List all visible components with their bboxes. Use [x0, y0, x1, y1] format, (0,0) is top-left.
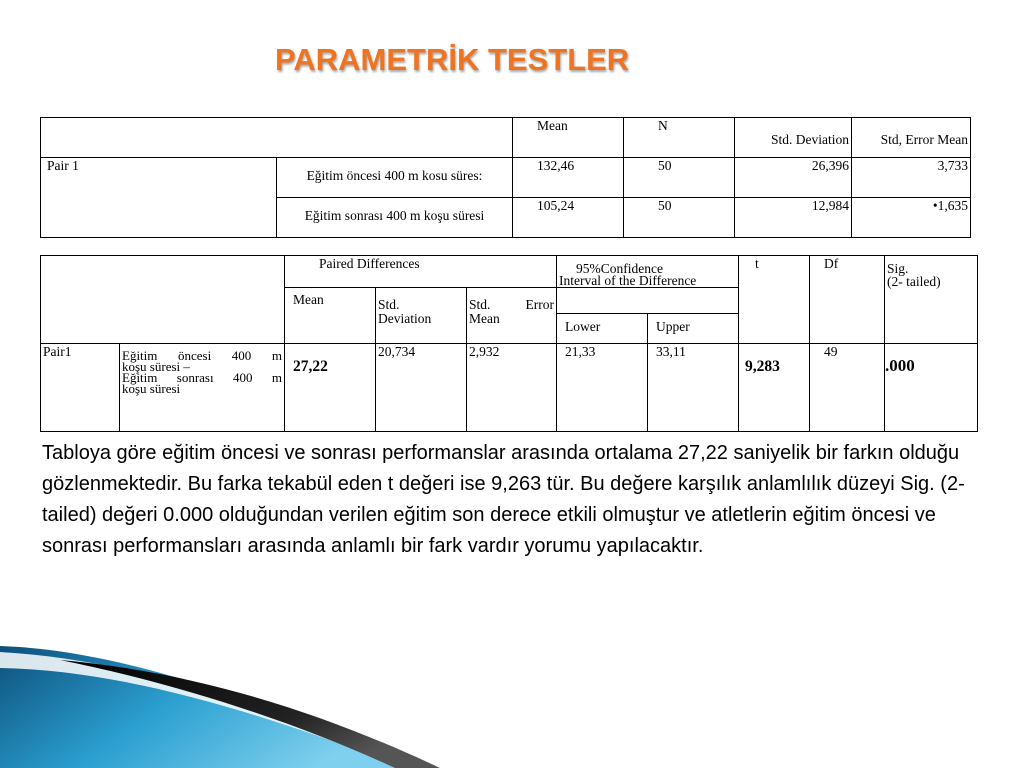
ci-line-1: 95%Confidence — [576, 261, 663, 276]
df-value: 49 — [810, 344, 885, 432]
table-header-row — [41, 118, 971, 158]
std-deviation-line-2: Deviation — [378, 311, 432, 326]
row-label-line-1: Eğitim öncesi 400 m — [122, 348, 282, 363]
dark-swoosh — [60, 660, 440, 768]
header-t: t — [739, 256, 810, 344]
std-error-mean-value: 3,733 — [852, 158, 971, 198]
std-deviation-value: 12,984 — [735, 198, 852, 238]
upper-value: 33,11 — [648, 344, 739, 432]
std-deviation-value: 20,734 — [376, 344, 467, 432]
table-row — [41, 158, 971, 198]
row-label-line-2: koşu süresi – — [122, 359, 190, 374]
row-label-line-3: Eğitim sonrası 400 m — [122, 370, 282, 385]
std-error-line-1: Std. Error — [469, 297, 554, 312]
empty-header-cell — [41, 256, 285, 344]
lower-value: 21,33 — [557, 344, 648, 432]
table-header-row — [41, 256, 978, 288]
row-label: Eğitim sonrası 400 m koşu süresi — [277, 198, 513, 238]
empty-header-cell — [41, 118, 513, 158]
header-mean: Mean — [285, 288, 376, 344]
sig-line-1: Sig. — [887, 261, 909, 276]
header-confidence-interval — [557, 256, 739, 288]
slide-title: PARAMETRİK TESTLER — [275, 42, 630, 77]
row-label: Eğitim öncesi 400 m kosu süres: — [277, 158, 513, 198]
n-value: 50 — [624, 198, 735, 238]
ci-spacer — [557, 288, 739, 314]
table-row — [41, 344, 978, 432]
header-lower: Lower — [557, 314, 648, 344]
header-std-error-mean — [467, 288, 557, 344]
ci-line-2: Interval of the Difference — [559, 273, 697, 288]
header-n: N — [624, 118, 735, 158]
std-error-mean-value: •1,635 — [852, 198, 971, 238]
sig-line-2: (2- tailed) — [887, 274, 941, 289]
pair-label: Pair1 — [41, 344, 120, 432]
t-value: 9,283 — [739, 344, 810, 432]
blue-swoosh — [0, 646, 420, 768]
mean-value: 27,22 — [285, 344, 376, 432]
std-deviation-value: 26,396 — [735, 158, 852, 198]
header-std-deviation — [376, 288, 467, 344]
paired-test-table — [40, 255, 978, 432]
mean-value: 132,46 — [513, 158, 624, 198]
header-mean: Mean — [513, 118, 624, 158]
mean-value: 105,24 — [513, 198, 624, 238]
header-upper: Upper — [648, 314, 739, 344]
std-deviation-line-1: Std. — [378, 297, 400, 312]
sig-value: .000 — [885, 344, 978, 432]
std-error-mean-value: 2,932 — [467, 344, 557, 432]
pair-label: Pair 1 — [41, 158, 277, 238]
white-band — [0, 652, 430, 768]
interpretation-paragraph: Tabloya göre eğitim öncesi ve sonrası performanslar arasında ortalama 27,22 saniyelik bir farkın olduğu gözlenmektedir. Bu farka tekabül eden t değeri ise 9,263 tür. Bu değere karşılık anlamlılık düzeyi Sig. (2-tailed) değeri 0.000 olduğundan verilen eğitim son derece etkili olmuştur ve atletlerin eğitim öncesi ve sonrası performansları arasında anlamlı bir fark vardır yorumu yapılacaktır. — [42, 442, 965, 557]
header-sig — [885, 256, 978, 344]
row-label-line-4: koşu süresi — [122, 381, 181, 396]
header-df: Df — [810, 256, 885, 344]
header-std-deviation: Std. Deviation — [735, 118, 852, 158]
row-label — [120, 344, 285, 432]
header-std-error-mean: Std, Error Mean — [852, 118, 971, 158]
std-error-line-2: Mean — [469, 311, 500, 326]
paired-statistics-table — [40, 117, 971, 238]
n-value: 50 — [624, 158, 735, 198]
header-paired-differences: Paired Differences — [285, 256, 557, 288]
